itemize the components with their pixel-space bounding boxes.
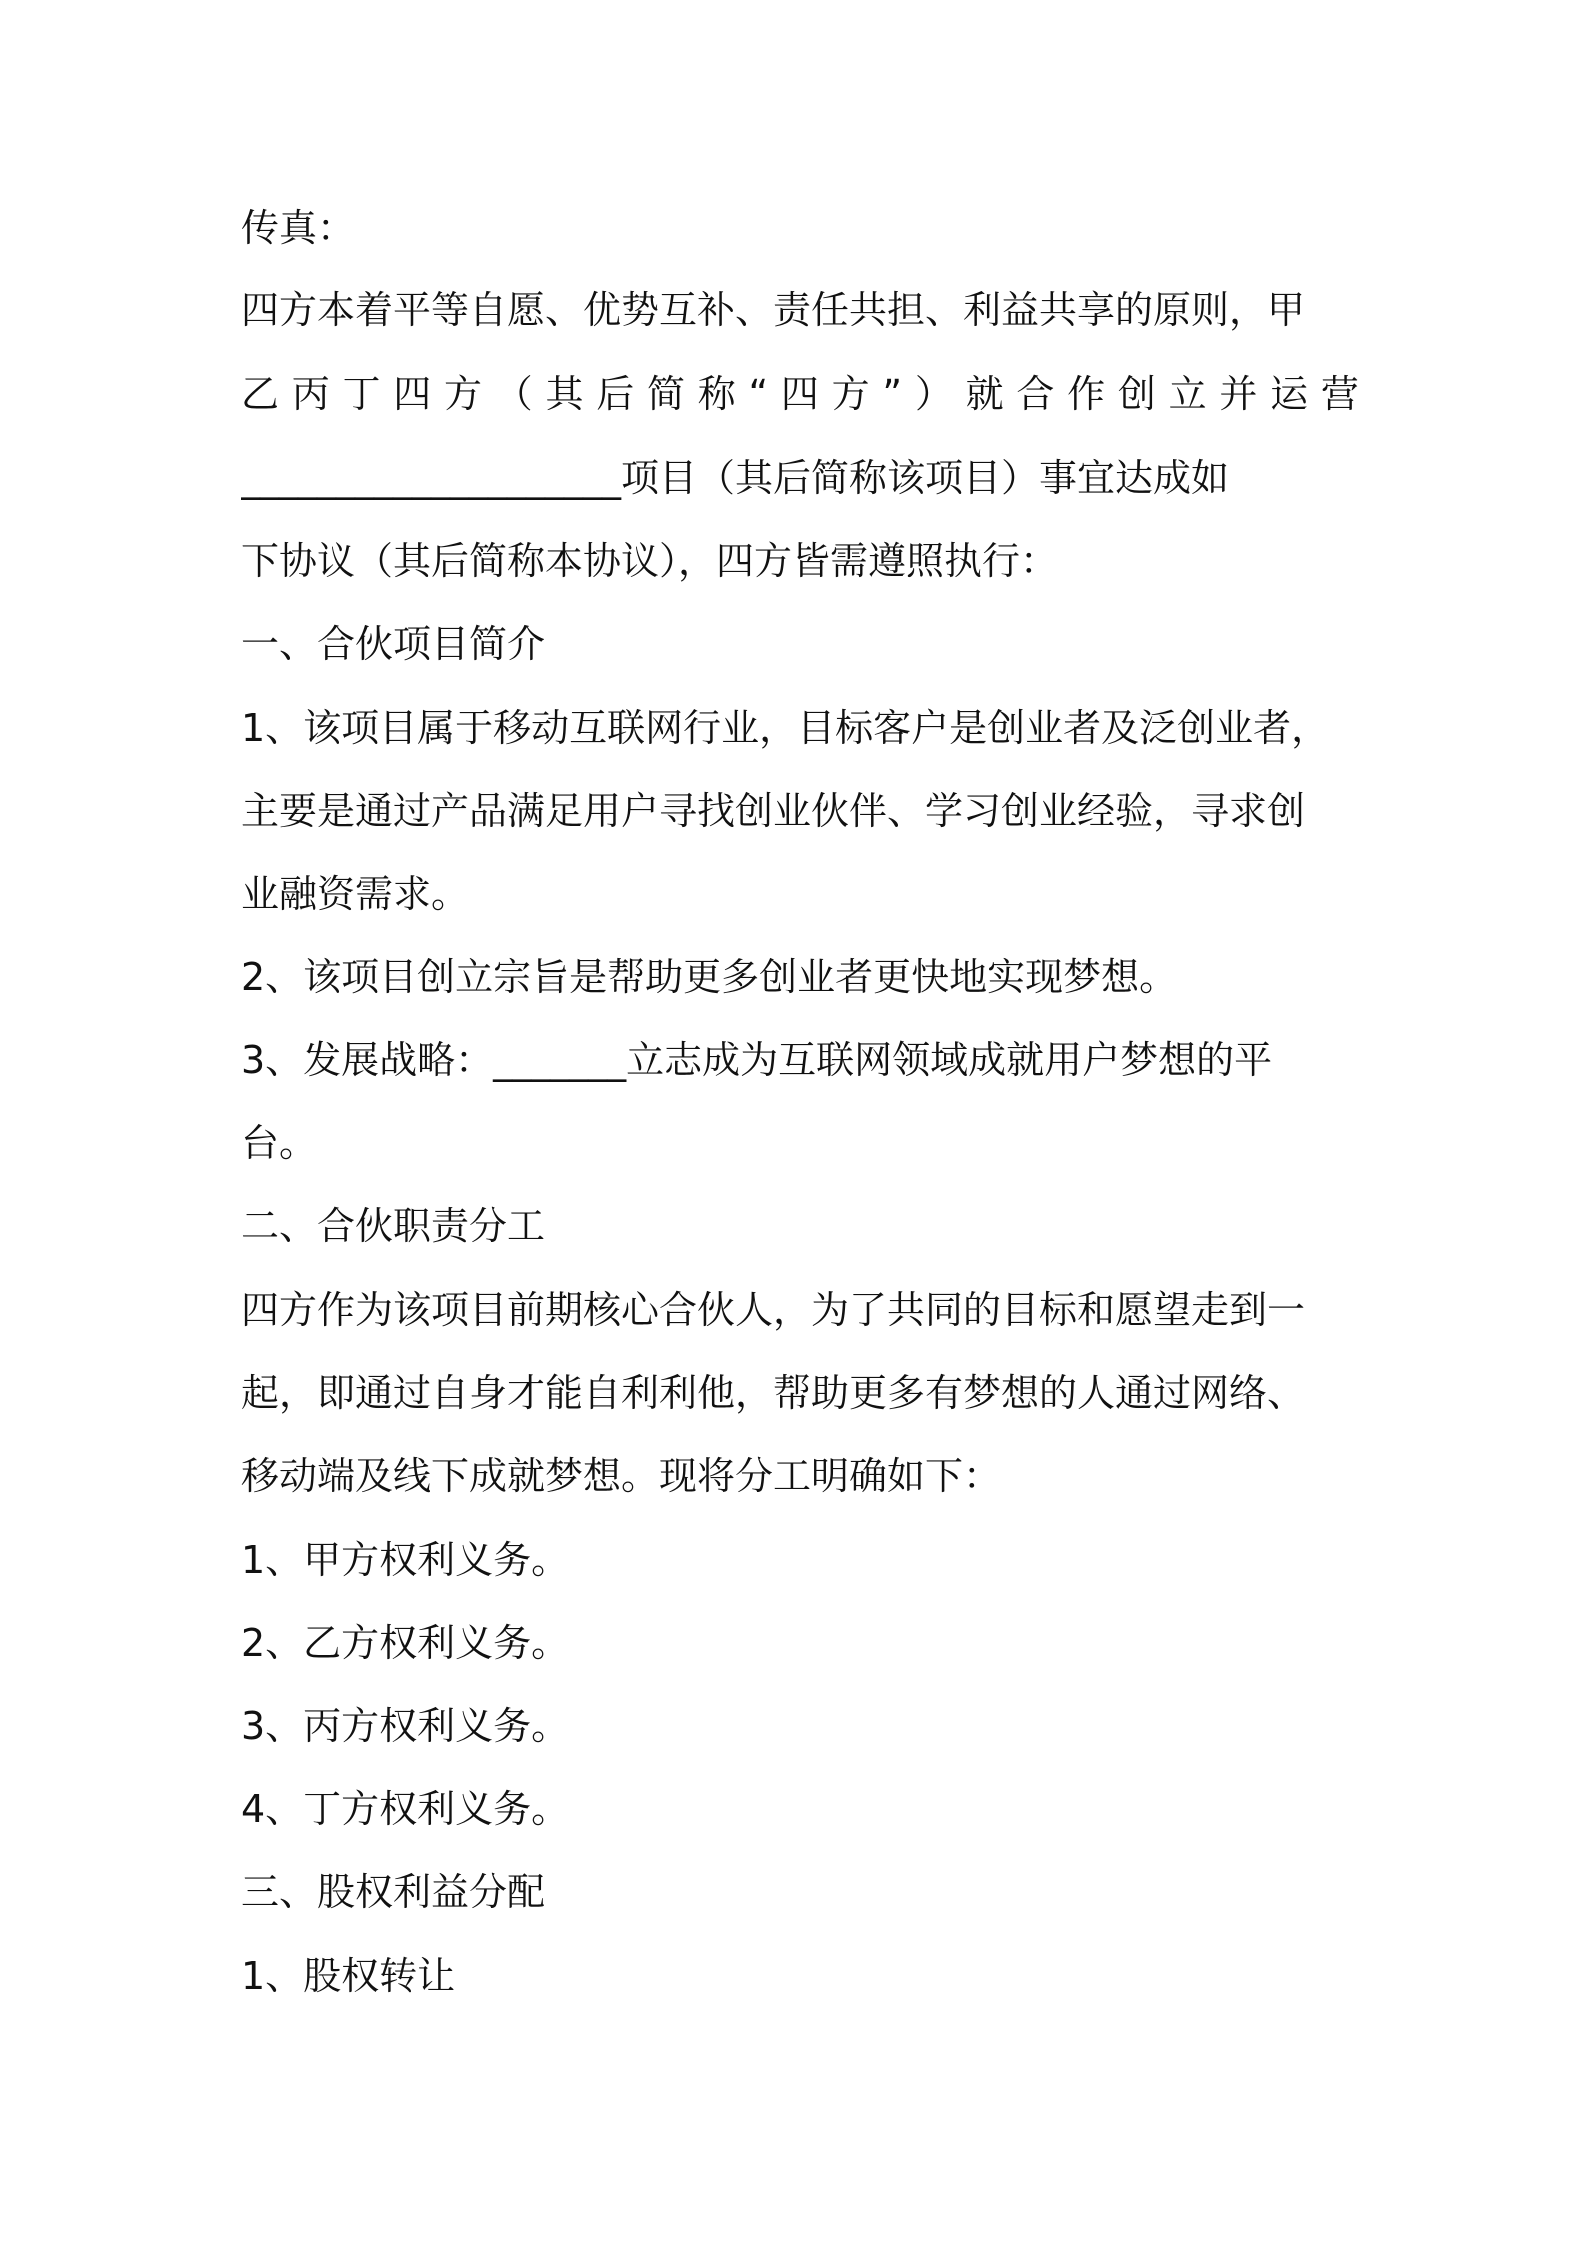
justified-char: 运: [1270, 372, 1309, 416]
justified-char: 称: [697, 372, 736, 416]
list-item: 4、丁方权利义务。: [241, 1787, 570, 1831]
justified-char: 方: [831, 372, 870, 416]
paragraph-line: ____________________项目（其后简称该项目）事宜达成如: [241, 456, 1230, 500]
justified-char: 立: [1168, 372, 1207, 416]
justified-char: 丙: [291, 372, 330, 416]
justified-char: 创: [1117, 372, 1156, 416]
justified-char: 后: [596, 372, 635, 416]
section-heading: 一、合伙项目简介: [241, 622, 546, 666]
paragraph-line: 四方本着平等自愿、优势互补、责任共担、利益共享的原则，甲: [241, 288, 1306, 332]
justified-char: 四: [393, 372, 432, 416]
paragraph-line: 台。: [241, 1121, 318, 1165]
justified-char: 就: [965, 372, 1004, 416]
justified-char: 作: [1067, 372, 1106, 416]
paragraph-line: 3、发展战略：_______立志成为互联网领域成就用户梦想的平: [241, 1038, 1273, 1082]
justified-char: 其: [545, 372, 584, 416]
section-heading: 三、股权利益分配: [241, 1870, 546, 1914]
paragraph-line-justified: [241, 368, 1359, 420]
section-heading: 二、合伙职责分工: [241, 1204, 546, 1248]
paragraph-line: 四方作为该项目前期核心合伙人，为了共同的目标和愿望走到一: [241, 1288, 1306, 1332]
paragraph-line: 移动端及线下成就梦想。现将分工明确如下：: [241, 1454, 1002, 1498]
list-item: 3、丙方权利义务。: [241, 1704, 570, 1748]
paragraph-line: 业融资需求。: [241, 872, 470, 916]
justified-char: “: [748, 372, 769, 416]
justified-char: 四: [780, 372, 819, 416]
justified-char: 并: [1219, 372, 1258, 416]
paragraph-line: 起，即通过自身才能自利利他，帮助更多有梦想的人通过网络、: [241, 1371, 1306, 1415]
justified-char: 简: [647, 372, 686, 416]
list-item: 1、股权转让: [241, 1954, 456, 1998]
justified-char: 方: [444, 372, 483, 416]
justified-char: ”: [882, 372, 903, 416]
paragraph-line: 下协议（其后简称本协议），四方皆需遵照执行：: [241, 539, 1059, 583]
justified-char: ）: [914, 372, 953, 416]
fax-label: 传真：: [241, 206, 356, 250]
justified-char: 丁: [342, 372, 381, 416]
list-item: 2、乙方权利义务。: [241, 1621, 570, 1665]
justified-char: 营: [1320, 372, 1359, 416]
paragraph-line: 主要是通过产品满足用户寻找创业伙伴、学习创业经验，寻求创: [241, 789, 1306, 833]
justified-char: 合: [1016, 372, 1055, 416]
paragraph-line: 1、该项目属于移动互联网行业，目标客户是创业者及泛创业者，: [241, 706, 1330, 750]
list-item: 1、甲方权利义务。: [241, 1538, 570, 1582]
justified-char: （: [494, 372, 533, 416]
justified-char: 乙: [241, 372, 280, 416]
paragraph-line: 2、该项目创立宗旨是帮助更多创业者更快地实现梦想。: [241, 955, 1178, 999]
